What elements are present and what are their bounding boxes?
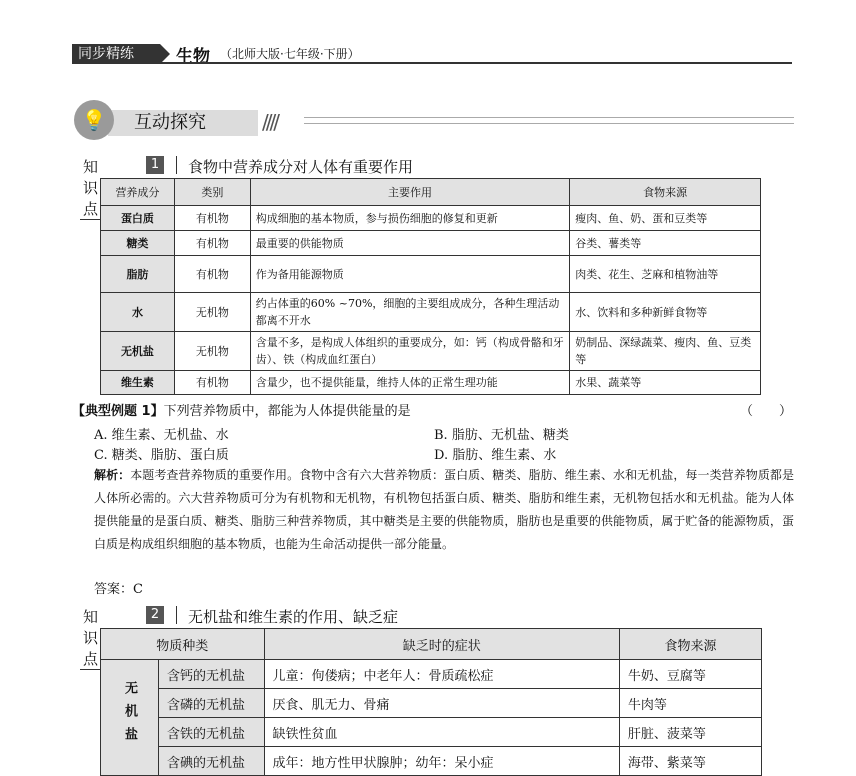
- table-row: [101, 371, 761, 395]
- example-question: [72, 400, 792, 419]
- col-header: 物质种类: [101, 629, 265, 660]
- col-header: 类别: [174, 179, 250, 206]
- food-source: 海带、紫菜等: [619, 747, 761, 776]
- analysis-label: 解析：: [94, 468, 131, 482]
- nutrient-table: [100, 178, 761, 395]
- mineral-table: [100, 628, 762, 776]
- section-heading: [74, 100, 794, 140]
- mineral-name: 含铁的无机盐: [159, 718, 265, 747]
- table-row: [101, 747, 762, 776]
- food-source: 牛肉等: [619, 689, 761, 718]
- food-source: 牛奶、豆腐等: [619, 660, 761, 689]
- section-rule: [304, 117, 794, 118]
- table-row: [101, 718, 762, 747]
- nutrient-source: 谷类、薯类等: [570, 231, 761, 256]
- answer-blank: （ ）: [740, 404, 793, 419]
- table-row: [101, 206, 761, 231]
- kp-label: 知识点: [80, 606, 101, 670]
- nutrient-name: 蛋白质: [101, 206, 175, 231]
- page-header: [72, 44, 792, 67]
- table-row: [101, 293, 761, 332]
- nutrient-category: 有机物: [174, 256, 250, 293]
- col-header: 缺乏时的症状: [264, 629, 619, 660]
- table-row: [101, 231, 761, 256]
- nutrient-name: 脂肪: [101, 256, 175, 293]
- nutrient-name: 水: [101, 293, 175, 332]
- section-title: 互动探究: [108, 110, 258, 136]
- mineral-name: 含钙的无机盐: [159, 660, 265, 689]
- group-label: 无机盐: [101, 660, 159, 776]
- edition-label: （北师大版·七年级·下册）: [220, 47, 360, 61]
- col-header: 食物来源: [570, 179, 761, 206]
- kp-divider: [176, 606, 177, 624]
- table-row: [101, 256, 761, 293]
- food-source: 肝脏、菠菜等: [619, 718, 761, 747]
- answer: 答案：C: [94, 582, 143, 597]
- kp-number: 2: [146, 606, 164, 624]
- option-a: A. 维生素、无机盐、水: [94, 428, 229, 443]
- nutrient-name: 无机盐: [101, 332, 175, 371]
- nutrient-category: 有机物: [174, 206, 250, 231]
- slash-decoration: ////: [262, 110, 277, 134]
- nutrient-source: 水、饮料和多种新鲜食物等: [570, 293, 761, 332]
- nutrient-source: 肉类、花生、芝麻和植物油等: [570, 256, 761, 293]
- nutrient-category: 有机物: [174, 231, 250, 256]
- nutrient-function: 最重要的供能物质: [250, 231, 569, 256]
- table-header-row: [101, 179, 761, 206]
- analysis-text: 本题考查营养物质的重要作用。食物中含有六大营养物质：蛋白质、糖类、脂肪、维生素、水和无机盐，每一类营养物质都是人体所必需的。六大营养物质可分为有机物和无机物，有机物包括蛋白质、糖类、脂肪和维生素，无机物包括水和无机盐。能为人体提供能量的是蛋白质、糖类、脂肪三种营养物质，其中糖类是主要的供能物质，脂肪也是重要的供能物质，属于贮备的能源物质，蛋白质是构成组织细胞的基本物质，也能为生命活动提供一部分能量。: [94, 468, 794, 551]
- deficiency-symptom: 儿童：佝偻病；中老年人：骨质疏松症: [264, 660, 619, 689]
- kp-number: 1: [146, 156, 164, 174]
- deficiency-symptom: 成年：地方性甲状腺肿；幼年：呆小症: [264, 747, 619, 776]
- nutrient-name: 糖类: [101, 231, 175, 256]
- question-text: 下列营养物质中，都能为人体提供能量的是: [163, 404, 411, 419]
- kp-title: 无机盐和维生素的作用、缺乏症: [188, 608, 399, 626]
- series-tag: 同步精练: [72, 44, 160, 64]
- nutrient-source: 水果、蔬菜等: [570, 371, 761, 395]
- deficiency-symptom: 厌食、肌无力、骨痛: [264, 689, 619, 718]
- table-row: [101, 660, 762, 689]
- analysis-paragraph: [94, 464, 794, 556]
- nutrient-function: 含量不多，是构成人体组织的重要成分，如：钙（构成骨骼和牙齿）、铁（构成血红蛋白）: [250, 332, 569, 371]
- nutrient-function: 构成细胞的基本物质，参与损伤细胞的修复和更新: [250, 206, 569, 231]
- kp-divider: [176, 156, 177, 174]
- mineral-name: 含碘的无机盐: [159, 747, 265, 776]
- example-tag: 【典型例题 1】: [72, 404, 164, 419]
- table-header-row: [101, 629, 762, 660]
- col-header: 主要作用: [250, 179, 569, 206]
- option-d: D. 脂肪、维生素、水: [434, 448, 557, 463]
- option-c: C. 糖类、脂肪、蛋白质: [94, 448, 229, 463]
- lamp-icon: 💡: [74, 100, 114, 140]
- option-b: B. 脂肪、无机盐、糖类: [434, 428, 569, 443]
- table-row: [101, 332, 761, 371]
- table-row: [101, 689, 762, 718]
- nutrient-category: 有机物: [174, 371, 250, 395]
- section-rule: [304, 123, 794, 124]
- nutrient-category: 无机物: [174, 293, 250, 332]
- kp-title: 食物中营养成分对人体有重要作用: [188, 158, 414, 176]
- nutrient-category: 无机物: [174, 332, 250, 371]
- nutrient-name: 维生素: [101, 371, 175, 395]
- nutrient-function: 作为备用能源物质: [250, 256, 569, 293]
- header-rule: [72, 62, 792, 64]
- nutrient-source: 奶制品、深绿蔬菜、瘦肉、鱼、豆类等: [570, 332, 761, 371]
- mineral-name: 含磷的无机盐: [159, 689, 265, 718]
- kp-label: 知识点: [80, 156, 101, 220]
- nutrient-function: 含量少，也不提供能量，维持人体的正常生理功能: [250, 371, 569, 395]
- col-header: 营养成分: [101, 179, 175, 206]
- nutrient-source: 瘦肉、鱼、奶、蛋和豆类等: [570, 206, 761, 231]
- deficiency-symptom: 缺铁性贫血: [264, 718, 619, 747]
- nutrient-function: 约占体重的60% ~70%，细胞的主要组成成分，各种生理活动都离不开水: [250, 293, 569, 332]
- col-header: 食物来源: [619, 629, 761, 660]
- subject-title: 生物: [176, 47, 210, 67]
